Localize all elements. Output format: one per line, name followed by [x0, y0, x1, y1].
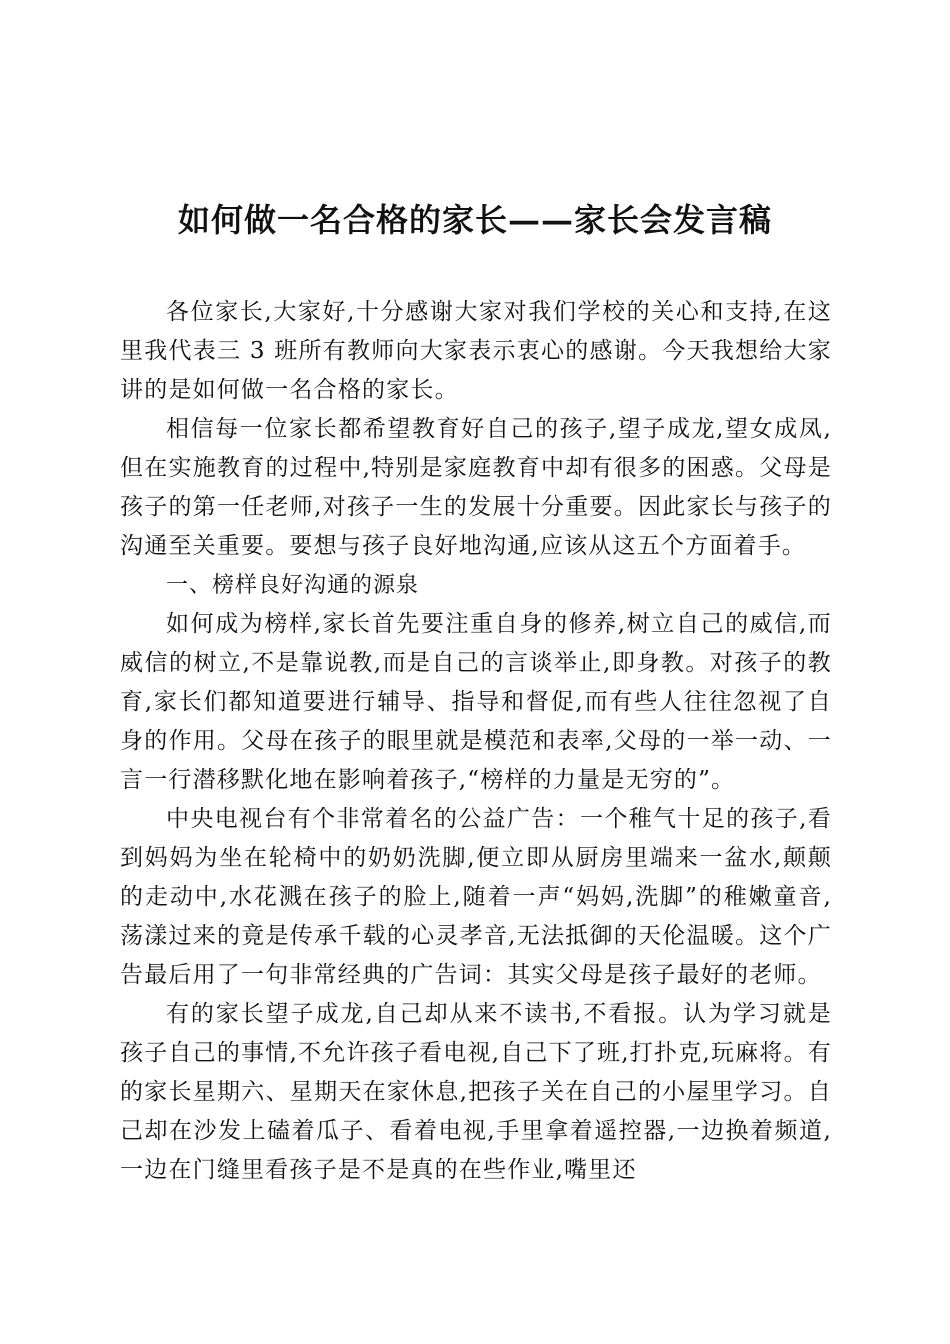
section-paragraph-1: 如何成为榜样,家长首先要注重自身的修养,树立自己的威信,而威信的树立,不是靠说教,而是自己的言谈举止,即身教。对孩子的教育,家长们都知道要进行辅导、指导和督促,而有些人往往忽视了自身的作用。父母在孩子的眼里就是模范和表率,父母的一举一动、一言一行潜移默化地在影响着孩子,“榜样的力量是无穷的”。 [120, 611, 832, 793]
document-body [120, 293, 832, 1190]
intro-paragraph-2: 相信每一位家长都希望教育好自己的孩子,望子成龙,望女成凤,但在实施教育的过程中,特别是家庭教育中却有很多的困惑。父母是孩子的第一任老师,对孩子一生的发展十分重要。因此家长与孩子的沟通至关重要。要想与孩子良好地沟通,应该从这五个方面着手。 [120, 416, 832, 559]
intro-paragraph-1: 各位家长,大家好,十分感谢大家对我们学校的关心和支持,在这里我代表三 3 班所有教师向大家表示衷心的感谢。今天我想给大家讲的是如何做一名合格的家长。 [120, 299, 832, 403]
section-paragraph-3: 有的家长望子成龙,自己却从来不读书,不看报。认为学习就是孩子自己的事情,不允许孩子看电视,自己下了班,打扑克,玩麻将。有的家长星期六、星期天在家休息,把孩子关在自己的小屋里学习。自己却在沙发上磕着瓜子、看着电视,手里拿着遥控器,一边换着频道,一边在门缝里看孩子是不是真的在些作业,嘴里还 [120, 1001, 832, 1183]
section-paragraph-2: 中央电视台有个非常着名的公益广告：一个稚气十足的孩子,看到妈妈为坐在轮椅中的奶奶洗脚,便立即从厨房里端来一盆水,颠颠的走动中,水花溅在孩子的脸上,随着一声“妈妈,洗脚”的稚嫩童音,荡漾过来的竟是传承千载的心灵孝音,无法抵御的天伦温暖。这个广告最后用了一句非常经典的广告词：其实父母是孩子最好的老师。 [120, 806, 832, 988]
document-title: 如何做一名合格的家长——家长会发言稿 [177, 201, 772, 239]
section-heading: 一、榜样良好沟通的源泉 [166, 573, 420, 598]
